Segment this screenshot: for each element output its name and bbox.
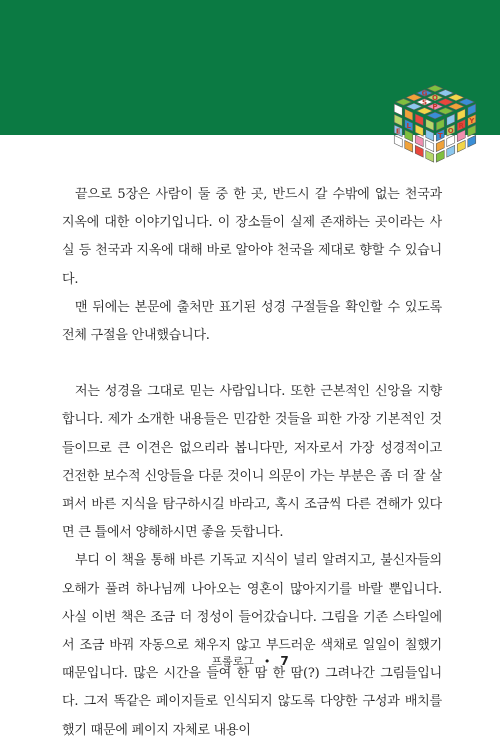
cube-tile (405, 109, 413, 121)
cube-letter: E (395, 127, 401, 136)
cube-tile (427, 112, 443, 119)
cube-tile (415, 145, 423, 157)
gospel-story-cube-icon (385, 78, 485, 168)
cube-letter: G (421, 89, 428, 98)
page-number: 7 (280, 654, 289, 668)
cube-tile (394, 135, 402, 147)
cube-tile (415, 114, 423, 126)
cube-tile (468, 135, 476, 147)
page-footer (0, 653, 500, 669)
cube-tile (457, 109, 465, 121)
cube-letter: S (421, 98, 428, 107)
cube-tile (438, 99, 454, 106)
footer-separator: • (263, 655, 271, 668)
cube-tile (447, 145, 455, 157)
cube-tile (426, 140, 434, 152)
cube-tile (447, 114, 455, 126)
cube-tile (415, 135, 423, 147)
paragraph: 끝으로 5장은 사람이 둘 중 한 곳, 반드시 갈 수밖에 없는 천국과 지옥에 대한 이야기입니다. 이 장소들이 실제 존재하는 곳이라는 사실 등 천국과 지옥에 대해 바로 알아야 천국을 제대로 향할 수 있습니다. (62, 187, 442, 287)
cube-tile (427, 85, 443, 92)
cube-letter: Y (469, 116, 475, 125)
cube-tile (468, 125, 476, 137)
cube-tile (448, 94, 464, 101)
paragraph: 맨 뒤에는 본문에 출처만 표기된 성경 구절들을 확인할 수 있도록 전체 구절을 안내했습니다. (62, 299, 442, 344)
cube-tile (396, 99, 412, 106)
cube-tile (468, 104, 476, 116)
cube-tile (394, 114, 402, 126)
cube-letter: P (432, 103, 438, 111)
cube-tile (426, 150, 434, 162)
cube-letter: O (432, 94, 438, 102)
cube-tile (457, 130, 465, 142)
paragraph-gap (62, 350, 442, 378)
cube-tile (457, 140, 465, 152)
cube-tile (405, 140, 413, 152)
cube-tile (417, 108, 433, 115)
cube-tile (405, 130, 413, 142)
cube-tile (415, 124, 423, 136)
cube-tile (436, 140, 444, 152)
paragraph: 저는 성경을 그대로 믿는 사람입니다. 또한 근본적인 신앙을 지향합니다. 제가 소개한 내용들은 민감한 것들을 피한 가장 기본적인 것들이므로 큰 이견은 없으리라 봅니다만, 저자로서 가장 성경적이고 건전한 보수적 신앙들을 다룬 것이니 의문이 가는 부분은 좀 더 잘 살펴서 바른 지식을 탐구하시길 바라고, 혹시 조금씩 다른 견해가 있다면 큰 틀에서 양해하시면 좋을 듯합니다. (62, 384, 442, 541)
cube-tile (438, 90, 454, 97)
cube-letter: O (447, 126, 454, 135)
cube-tile (426, 119, 434, 131)
cube-tile (448, 103, 464, 110)
cube-tile (436, 119, 444, 131)
cube-tile (438, 108, 454, 115)
cube-tile (459, 99, 475, 106)
paragraph: 부디 이 책을 통해 바른 기독교 지식이 널리 알려지고, 불신자들의 오해가 풀려 하나님께 나아오는 영혼이 많아지기를 바랄 뿐입니다. 사실 이번 책은 조금 더 정성이 들어갔습니다. 그림을 기존 스타일에서 조금 바꿔 자동으로 채우지 않고 부드러운 색채로 일일이 칠했기 때문입니다. 많은 시간을 들여 한 땀 한 땀(?) 그려나간 그림들입니다. 그저 똑같은 페이지들로 인식되지 않도록 다양한 구성과 배치를 했기 때문에 페이지 자체로 내용이 (62, 553, 442, 738)
cube-letter: L (406, 121, 411, 130)
cube-letter: T (437, 131, 443, 140)
cube-tile (447, 135, 455, 147)
cube-tile (426, 129, 434, 141)
cube-tile (406, 103, 422, 110)
cube-tile (436, 150, 444, 162)
section-title: 프롤로그 (211, 655, 254, 668)
cube-tile (406, 94, 422, 101)
cube-tile (394, 104, 402, 116)
cube-letter: R (458, 121, 464, 130)
